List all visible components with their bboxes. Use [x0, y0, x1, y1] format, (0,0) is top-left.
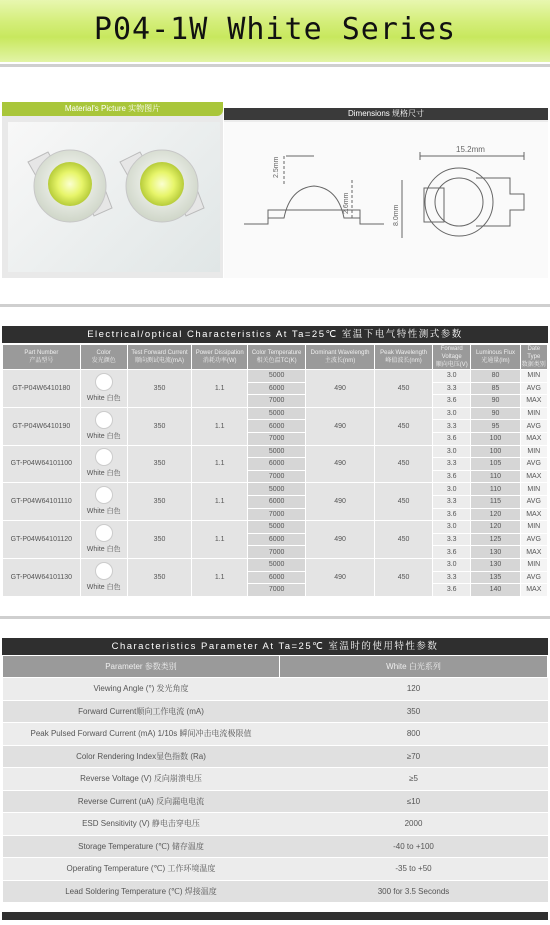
luminous-flux-cell: 85 — [471, 382, 520, 395]
color-cell — [80, 407, 127, 445]
luminous-flux-cell: 125 — [471, 533, 520, 546]
peak-wavelength-cell: 450 — [375, 445, 433, 483]
test-current-cell: 350 — [127, 483, 192, 521]
dimension-drawing — [224, 122, 548, 278]
luminous-flux-cell: 90 — [471, 395, 520, 408]
data-type-cell: AVG — [520, 382, 547, 395]
parameter-label: Forward Current顺向工作电流 (mA) — [3, 700, 280, 723]
color-label: White 白色 — [86, 508, 121, 516]
electrical-table-body — [3, 370, 548, 597]
column-header-cn: 消耗功率(W) — [202, 358, 237, 364]
color-temperature-cell: 5000 — [248, 445, 306, 458]
forward-voltage-cell: 3.3 — [433, 495, 471, 508]
table-row — [3, 678, 548, 701]
parameters-table-header — [3, 656, 548, 678]
color-label: White 白色 — [86, 394, 121, 402]
column-header — [471, 345, 520, 370]
parameter-label: Peak Pulsed Forward Current (mA) 1/10s 瞬间冲击电流极限值 — [3, 723, 280, 746]
color-cell — [80, 445, 127, 483]
divider — [0, 64, 550, 67]
part-number-cell: GT-P04W64101120 — [3, 521, 81, 559]
column-header-en: Test Forward Current — [131, 350, 188, 356]
height1-label: 2.5mm — [273, 156, 280, 178]
column-header — [375, 345, 433, 370]
data-type-cell: MAX — [520, 508, 547, 521]
param-column-header: Parameter 参数类别 — [3, 656, 280, 678]
parameter-value: ≤10 — [280, 790, 548, 813]
test-current-cell: 350 — [127, 370, 192, 408]
color-cell — [80, 558, 127, 596]
color-cell — [80, 521, 127, 559]
dominant-wavelength-cell: 490 — [306, 521, 375, 559]
test-current-cell: 350 — [127, 445, 192, 483]
color-label: White 白色 — [86, 583, 121, 591]
parameter-label: Reverse Voltage (V) 反向崩溃电压 — [3, 768, 280, 791]
color-temperature-cell: 7000 — [248, 508, 306, 521]
test-current-cell: 350 — [127, 521, 192, 559]
dominant-wavelength-cell: 490 — [306, 558, 375, 596]
peak-wavelength-cell: 450 — [375, 521, 433, 559]
data-type-cell: AVG — [520, 533, 547, 546]
parameter-value: -35 to +50 — [280, 858, 548, 881]
electrical-table — [2, 344, 548, 597]
power-cell: 1.1 — [192, 445, 248, 483]
column-header-cn: 相关色温TC(K) — [256, 358, 297, 364]
table-row — [3, 835, 548, 858]
color-swatch-icon — [95, 448, 113, 466]
color-temperature-cell: 7000 — [248, 470, 306, 483]
forward-voltage-cell: 3.3 — [433, 420, 471, 433]
column-header — [3, 345, 81, 370]
test-current-cell: 350 — [127, 407, 192, 445]
dominant-wavelength-cell: 490 — [306, 370, 375, 408]
table-row — [3, 880, 548, 903]
height3-label: 8.0mm — [393, 204, 400, 226]
column-header-en: Peak Wavelength — [380, 350, 427, 356]
table-row — [3, 483, 548, 496]
data-type-cell: MIN — [520, 483, 547, 496]
data-type-cell: MIN — [520, 445, 547, 458]
part-number-cell: GT-P04W64101110 — [3, 483, 81, 521]
data-type-cell: MIN — [520, 521, 547, 534]
luminous-flux-cell: 100 — [471, 445, 520, 458]
column-header-en: Color — [96, 350, 111, 356]
divider — [0, 616, 550, 619]
forward-voltage-cell: 3.6 — [433, 508, 471, 521]
led-photo-icon — [8, 122, 220, 272]
column-header-en: Power Dissipation — [195, 350, 244, 356]
data-type-cell: MAX — [520, 584, 547, 597]
table-row — [3, 407, 548, 420]
data-type-cell: AVG — [520, 571, 547, 584]
forward-voltage-cell: 3.6 — [433, 432, 471, 445]
column-header — [80, 345, 127, 370]
parameter-label: Color Rendering Index显色指数 (Ra) — [3, 745, 280, 768]
forward-voltage-cell: 3.6 — [433, 470, 471, 483]
color-temperature-cell: 6000 — [248, 495, 306, 508]
luminous-flux-cell: 135 — [471, 571, 520, 584]
material-picture-heading: Material's Picture 实物图片 — [2, 102, 223, 116]
color-temperature-cell: 6000 — [248, 571, 306, 584]
color-temperature-cell: 7000 — [248, 432, 306, 445]
peak-wavelength-cell: 450 — [375, 558, 433, 596]
parameter-label: Reverse Current (uA) 反向漏电电流 — [3, 790, 280, 813]
luminous-flux-cell: 130 — [471, 558, 520, 571]
color-temperature-cell: 7000 — [248, 395, 306, 408]
part-number-cell: GT-P04W64101100 — [3, 445, 81, 483]
column-header-cn: 峰值波长(nm) — [385, 358, 422, 364]
column-header — [433, 345, 471, 370]
column-header-en: Forward Voltage — [440, 346, 463, 360]
color-swatch-icon — [95, 411, 113, 429]
footer-bar — [2, 912, 548, 920]
electrical-heading: Electrical/optical Characteristics At Ta=25℃ 室温下电气特性测式参数 — [2, 326, 548, 343]
column-header-cn: 光通量(lm) — [481, 358, 510, 364]
parameter-label: Viewing Angle (°) 发光角度 — [3, 678, 280, 701]
material-picture-panel — [2, 102, 223, 278]
power-cell: 1.1 — [192, 407, 248, 445]
dimensions-panel — [224, 108, 548, 278]
table-row — [3, 723, 548, 746]
column-header — [248, 345, 306, 370]
dimension-diagram-icon — [224, 122, 548, 278]
color-temperature-cell: 6000 — [248, 420, 306, 433]
column-header-en: Luminous Flux — [475, 350, 515, 356]
table-row — [3, 745, 548, 768]
parameter-value: ≥5 — [280, 768, 548, 791]
dominant-wavelength-cell: 490 — [306, 407, 375, 445]
dominant-wavelength-cell: 490 — [306, 445, 375, 483]
part-number-cell: GT-P04W6410190 — [3, 407, 81, 445]
table-row — [3, 858, 548, 881]
parameter-label: Lead Soldering Temperature (℃) 焊接温度 — [3, 880, 280, 903]
data-type-cell: MIN — [520, 558, 547, 571]
data-type-cell: MIN — [520, 370, 547, 383]
luminous-flux-cell: 120 — [471, 508, 520, 521]
luminous-flux-cell: 100 — [471, 432, 520, 445]
height2-label: 2.6mm — [343, 192, 350, 214]
parameter-value: 120 — [280, 678, 548, 701]
luminous-flux-cell: 110 — [471, 483, 520, 496]
forward-voltage-cell: 3.0 — [433, 521, 471, 534]
column-header-en: Date Type — [527, 346, 541, 360]
column-header-en: Dominant Wavelength — [310, 350, 370, 356]
width-label: 15.2mm — [456, 145, 485, 154]
luminous-flux-cell: 115 — [471, 495, 520, 508]
column-header — [306, 345, 375, 370]
data-type-cell: MAX — [520, 546, 547, 559]
color-temperature-cell: 5000 — [248, 483, 306, 496]
table-row — [3, 813, 548, 836]
column-header-cn: 顺向电压(V) — [435, 362, 468, 368]
power-cell: 1.1 — [192, 521, 248, 559]
forward-voltage-cell: 3.6 — [433, 584, 471, 597]
electrical-table-header — [3, 345, 548, 370]
table-row — [3, 445, 548, 458]
table-row — [3, 558, 548, 571]
power-cell: 1.1 — [192, 558, 248, 596]
forward-voltage-cell: 3.6 — [433, 395, 471, 408]
data-type-cell: MAX — [520, 470, 547, 483]
color-label: White 白色 — [86, 470, 121, 478]
column-header-cn: 顺向测试电流(mA) — [135, 358, 185, 364]
table-row — [3, 790, 548, 813]
table-row — [3, 370, 548, 383]
color-cell — [80, 370, 127, 408]
color-temperature-cell: 5000 — [248, 521, 306, 534]
dominant-wavelength-cell: 490 — [306, 483, 375, 521]
column-header-cn: 发光颜色 — [91, 358, 116, 364]
data-type-cell: MAX — [520, 432, 547, 445]
forward-voltage-cell: 3.0 — [433, 445, 471, 458]
peak-wavelength-cell: 450 — [375, 407, 433, 445]
power-cell: 1.1 — [192, 483, 248, 521]
forward-voltage-cell: 3.0 — [433, 407, 471, 420]
peak-wavelength-cell: 450 — [375, 483, 433, 521]
table-row — [3, 700, 548, 723]
power-cell: 1.1 — [192, 370, 248, 408]
color-temperature-cell: 7000 — [248, 584, 306, 597]
peak-wavelength-cell: 450 — [375, 370, 433, 408]
part-number-cell: GT-P04W64101130 — [3, 558, 81, 596]
column-header-cn: 数据类别 — [521, 362, 546, 368]
column-header-cn: 产品型号 — [29, 358, 54, 364]
column-header-en: Part Number — [24, 350, 59, 356]
column-header — [127, 345, 192, 370]
luminous-flux-cell: 80 — [471, 370, 520, 383]
divider — [0, 304, 550, 307]
color-temperature-cell: 6000 — [248, 382, 306, 395]
color-swatch-icon — [95, 562, 113, 580]
part-number-cell: GT-P04W6410180 — [3, 370, 81, 408]
forward-voltage-cell: 3.0 — [433, 370, 471, 383]
parameter-label: Storage Temperature (℃) 储存温度 — [3, 835, 280, 858]
luminous-flux-cell: 130 — [471, 546, 520, 559]
color-temperature-cell: 5000 — [248, 370, 306, 383]
color-temperature-cell: 5000 — [248, 558, 306, 571]
luminous-flux-cell: 95 — [471, 420, 520, 433]
color-cell — [80, 483, 127, 521]
data-type-cell: AVG — [520, 495, 547, 508]
column-header — [192, 345, 248, 370]
parameters-table — [2, 655, 548, 903]
parameter-value: 2000 — [280, 813, 548, 836]
forward-voltage-cell: 3.3 — [433, 571, 471, 584]
data-type-cell: AVG — [520, 458, 547, 471]
luminous-flux-cell: 120 — [471, 521, 520, 534]
parameter-value: -40 to +100 — [280, 835, 548, 858]
title-banner — [0, 0, 550, 62]
color-temperature-cell: 5000 — [248, 407, 306, 420]
page-title: P04-1W White Series — [93, 12, 457, 47]
parameter-value: 300 for 3.5 Seconds — [280, 880, 548, 903]
parameters-heading: Characteristics Parameter At Ta=25℃ 室温时的使用特性参数 — [2, 638, 548, 655]
table-row — [3, 768, 548, 791]
forward-voltage-cell: 3.0 — [433, 558, 471, 571]
table-row — [3, 521, 548, 534]
parameter-label: Operating Temperature (℃) 工作环境温度 — [3, 858, 280, 881]
luminous-flux-cell: 90 — [471, 407, 520, 420]
forward-voltage-cell: 3.3 — [433, 382, 471, 395]
parameter-value: 800 — [280, 723, 548, 746]
forward-voltage-cell: 3.6 — [433, 546, 471, 559]
color-label: White 白色 — [86, 432, 121, 440]
color-temperature-cell: 6000 — [248, 458, 306, 471]
value-column-header: White 白光系列 — [280, 656, 548, 678]
data-type-cell: MIN — [520, 407, 547, 420]
led-photo — [8, 122, 220, 272]
forward-voltage-cell: 3.0 — [433, 483, 471, 496]
color-swatch-icon — [95, 524, 113, 542]
parameters-table-body — [3, 678, 548, 903]
test-current-cell: 350 — [127, 558, 192, 596]
column-header-en: Color Temperature — [251, 350, 302, 356]
color-swatch-icon — [95, 486, 113, 504]
forward-voltage-cell: 3.3 — [433, 533, 471, 546]
parameter-label: ESD Sensitivity (V) 静电击穿电压 — [3, 813, 280, 836]
color-label: White 白色 — [86, 546, 121, 554]
forward-voltage-cell: 3.3 — [433, 458, 471, 471]
color-temperature-cell: 7000 — [248, 546, 306, 559]
parameter-value: 350 — [280, 700, 548, 723]
luminous-flux-cell: 140 — [471, 584, 520, 597]
column-header — [520, 345, 547, 370]
color-swatch-icon — [95, 373, 113, 391]
luminous-flux-cell: 110 — [471, 470, 520, 483]
color-temperature-cell: 6000 — [248, 533, 306, 546]
column-header-cn: 主波长(nm) — [324, 358, 356, 364]
data-type-cell: AVG — [520, 420, 547, 433]
dimensions-heading: Dimensions 规格尺寸 — [224, 108, 548, 120]
luminous-flux-cell: 105 — [471, 458, 520, 471]
data-type-cell: MAX — [520, 395, 547, 408]
parameter-value: ≥70 — [280, 745, 548, 768]
